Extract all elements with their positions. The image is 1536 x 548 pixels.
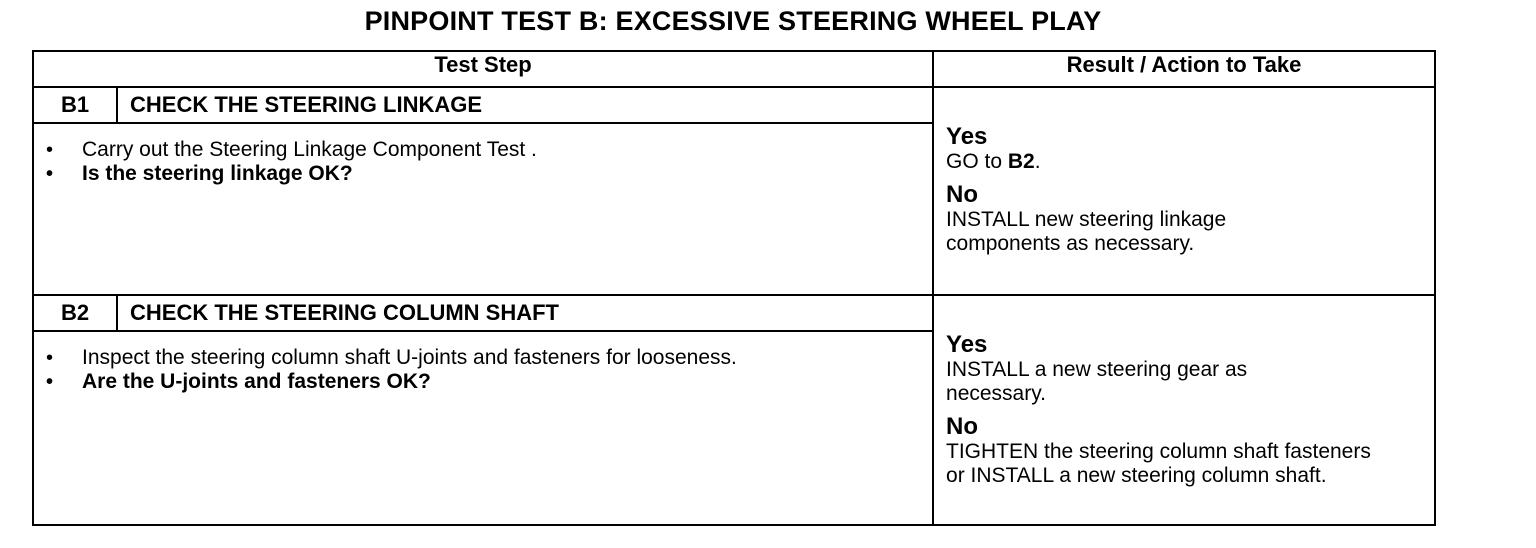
yes-action: INSTALL a new steering gear as necessary. <box>946 358 1248 405</box>
yes-action-prefix: GO to <box>946 150 1008 173</box>
step-body <box>33 331 933 525</box>
pinpoint-test-table <box>32 50 1436 526</box>
yes-label: Yes <box>946 331 988 358</box>
step-title: CHECK THE STEERING COLUMN SHAFT <box>117 295 933 331</box>
no-action: INSTALL new steering linkage components as necessary. <box>946 208 1227 255</box>
test-step-header: Test Step <box>33 51 933 87</box>
step-question: • Is the steering linkage OK? <box>46 162 932 186</box>
step-id: B2 <box>33 295 117 331</box>
no-label: No <box>946 413 979 440</box>
yes-action-suffix: . <box>1034 150 1041 173</box>
step-title-row <box>33 87 1435 123</box>
yes-action <box>946 150 1424 174</box>
step-instruction: • Inspect the steering column shaft U-joints and fasteners for looseness. <box>46 346 782 370</box>
yes-label: Yes <box>946 123 988 150</box>
step-id: B1 <box>33 87 117 123</box>
result-cell <box>933 87 1435 295</box>
result-header: Result / Action to Take <box>933 51 1435 87</box>
yes-action-ref: B2 <box>1007 150 1035 173</box>
step-instruction: • Carry out the Steering Linkage Component Test . <box>46 138 932 162</box>
no-action: TIGHTEN the steering column shaft fasteners or INSTALL a new steering column shaft. <box>946 440 1371 487</box>
page-title: PINPOINT TEST B: EXCESSIVE STEERING WHEEL PLAY <box>364 6 1102 36</box>
no-label: No <box>946 181 979 208</box>
step-body <box>33 123 933 295</box>
step-title-row <box>33 295 1435 331</box>
result-cell <box>933 295 1435 525</box>
step-question: • Are the U-joints and fasteners OK? <box>46 370 932 394</box>
table-header-row <box>33 51 1435 87</box>
step-title: CHECK THE STEERING LINKAGE <box>117 87 933 123</box>
